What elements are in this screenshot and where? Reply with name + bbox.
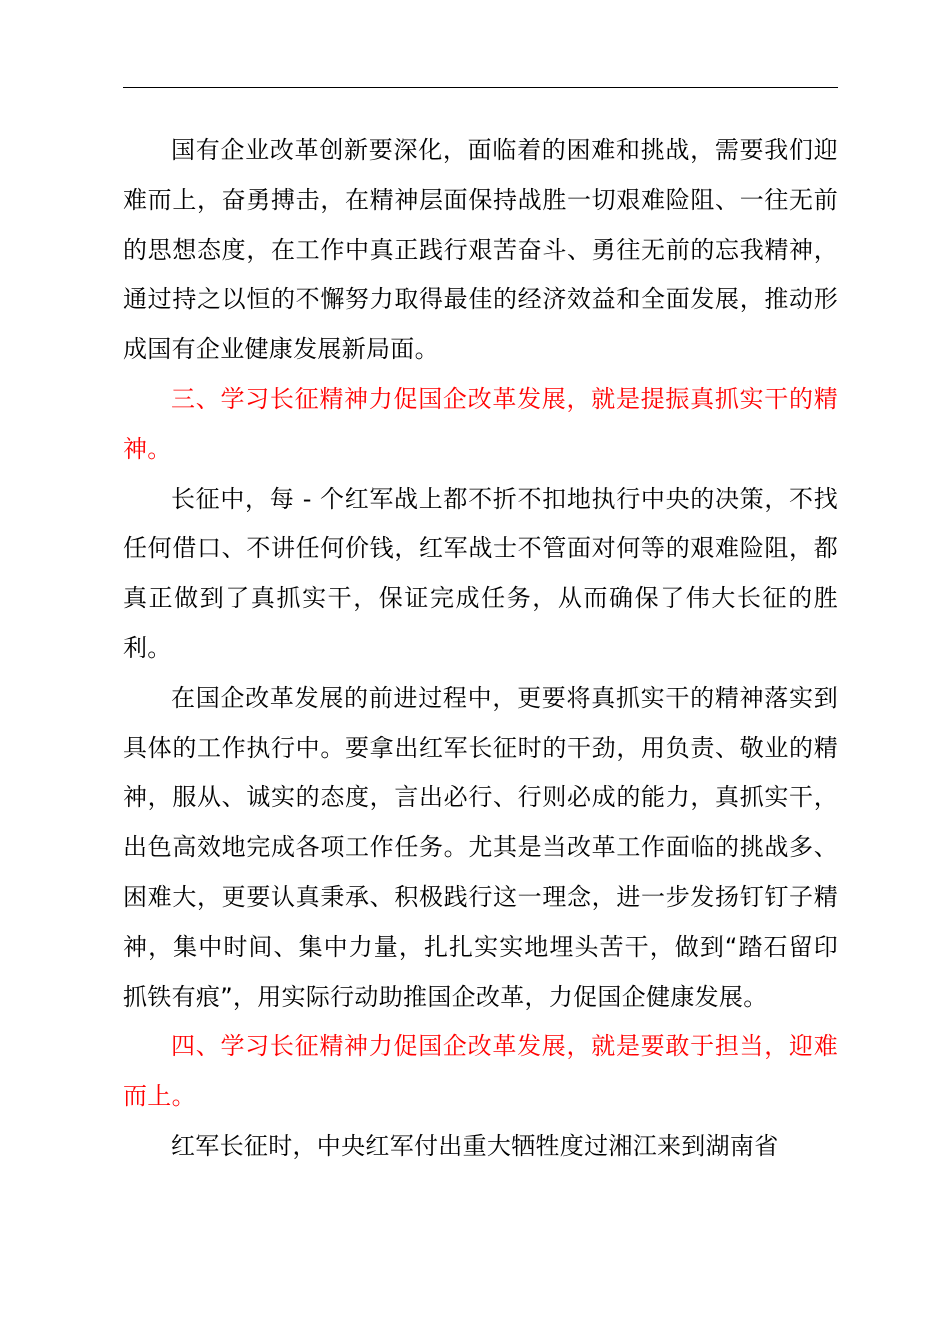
paragraph-reform-innovation: 国有企业改革创新要深化，面临着的困难和挑战，需要我们迎难而上，奋勇搏击，在精神层面保持战胜一切艰难险阻、一往无前的思想态度，在工作中真正践行艰苦奋斗、勇往无前的忘我精神，通过持之以恒的不懈努力取得最佳的经济效益和全面发展，推动形成国有企业健康发展新局面。	[123, 136, 838, 364]
paragraph-xiangjiang-crossing: 红军长征时，中央红军付出重大牺牲度过湘江来到湖南省	[171, 1131, 779, 1160]
section-heading-three: 三、学习长征精神力促国企改革发展，就是提振真抓实干的精神。	[123, 384, 838, 463]
document-body	[123, 126, 838, 1172]
paragraph-long-march-execution: 长征中，每 - 个红军战上都不折不扣地执行中央的决策，不找任何借口、不讲任何价钱，红军战士不管面对何等的艰难险阻，都真正做到了真抓实干，保证完成任务，从而确保了伟大长征的胜利。	[123, 484, 838, 662]
paragraph-soe-reform-implementation: 在国企改革发展的前进过程中，更要将真抓实干的精神落实到具体的工作执行中。要拿出红军长征时的干劲，用负责、敬业的精神，服从、诚实的态度，言出必行、行则必成的能力，真抓实干，出色高效地完成各项工作任务。尤其是当改革工作面临的挑战多、困难大，更要认真秉承、积极践行这一理念，进一步发扬钉钉子精神，集中时间、集中力量，扎扎实实地埋头苦干，做到“踏石留印抓铁有痕”，用实际行动助推国企改革，力促国企健康发展。	[123, 683, 838, 1011]
header-rule	[123, 87, 838, 88]
section-heading-four: 四、学习长征精神力促国企改革发展，就是要敢于担当，迎难而上。	[123, 1032, 838, 1111]
